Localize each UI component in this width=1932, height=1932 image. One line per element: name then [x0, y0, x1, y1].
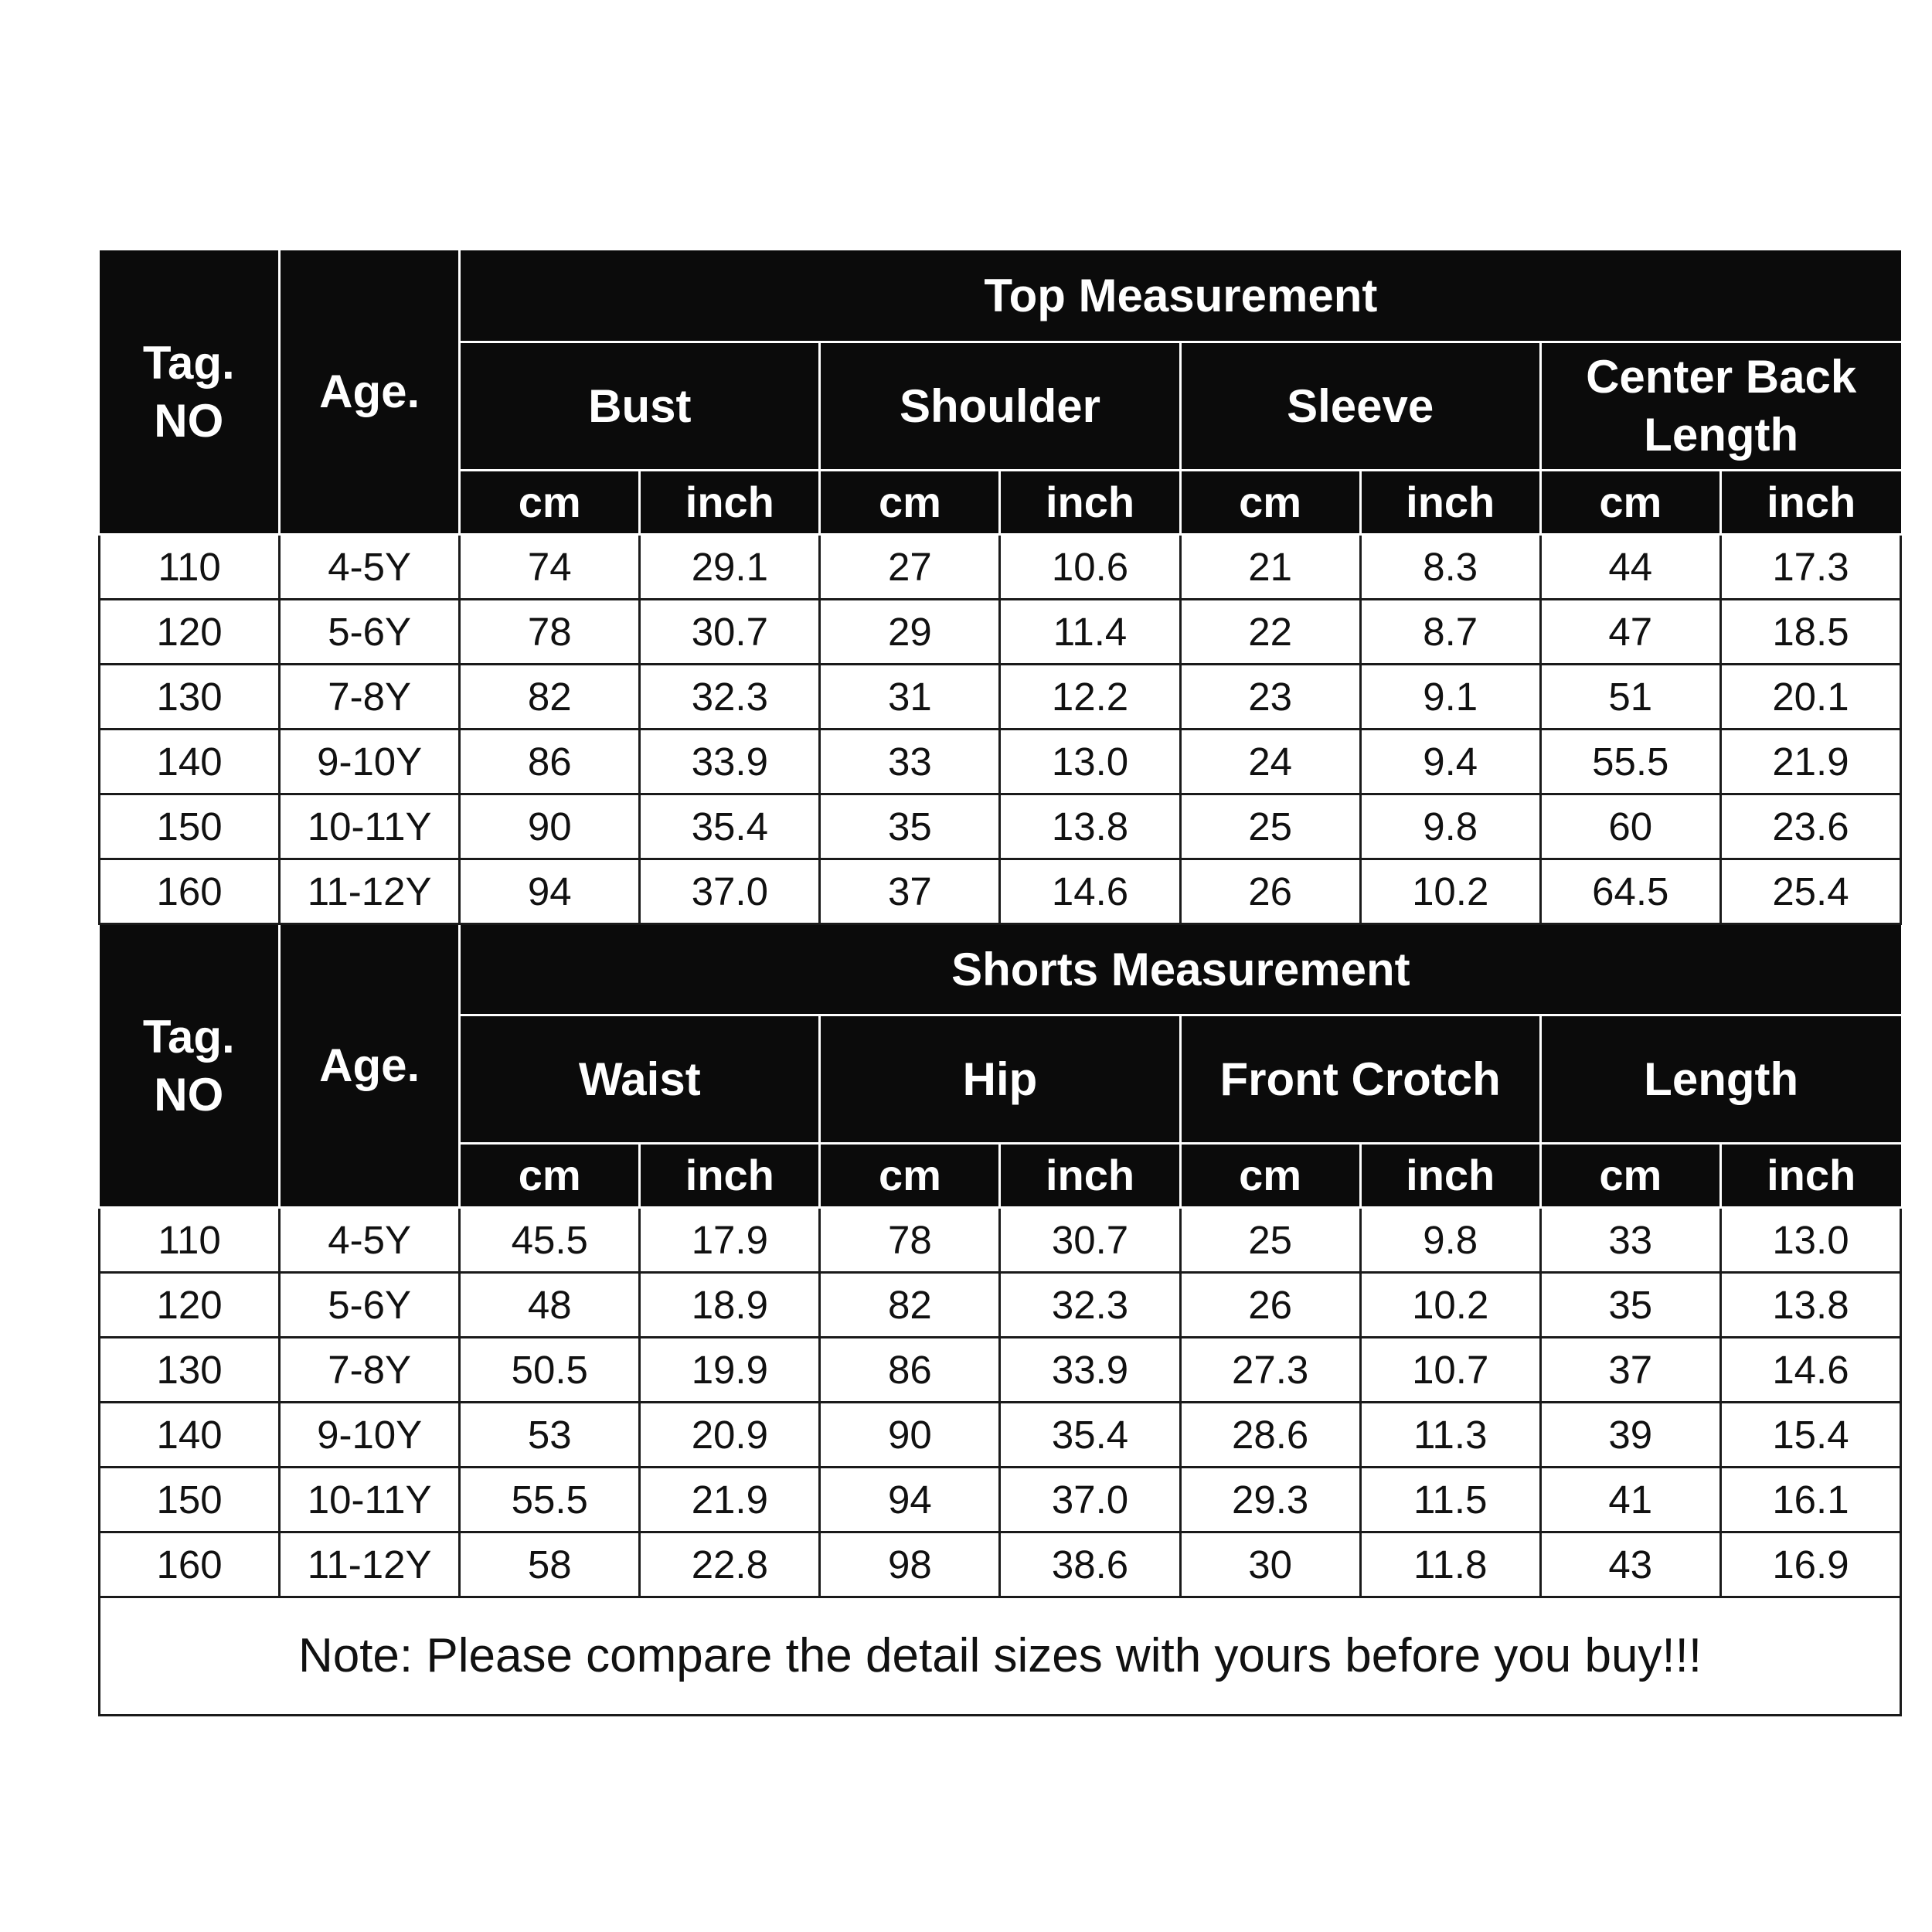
value-cell: 37: [1540, 1337, 1720, 1402]
value-cell: 30.7: [640, 599, 820, 664]
unit-header-cm: cm: [460, 1143, 640, 1207]
group-header-line: Waist: [578, 1053, 701, 1105]
age-header: [280, 923, 460, 1207]
value-cell: 43: [1540, 1532, 1720, 1597]
age-cell: 4-5Y: [280, 534, 460, 599]
unit-header-inch: inch: [1360, 470, 1540, 534]
value-cell: 26: [1180, 859, 1360, 923]
value-cell: 13.0: [1720, 1207, 1900, 1272]
value-cell: 11.8: [1360, 1532, 1540, 1597]
value-cell: 33: [820, 729, 1000, 794]
value-cell: 94: [460, 859, 640, 923]
value-cell: 25.4: [1720, 859, 1900, 923]
unit-header-inch: inch: [1720, 1143, 1900, 1207]
value-cell: 24: [1180, 729, 1360, 794]
value-cell: 90: [820, 1402, 1000, 1467]
group-header-line: Length: [1644, 1053, 1799, 1105]
group-header-front-crotch: [1180, 1015, 1540, 1143]
tag-no-header: [100, 923, 280, 1207]
value-cell: 10.7: [1360, 1337, 1540, 1402]
value-cell: 35.4: [640, 794, 820, 859]
group-header-hip: [820, 1015, 1180, 1143]
note-text: Note: Please compare the detail sizes with yours before you buy!!!: [100, 1597, 1901, 1715]
value-cell: 35: [1540, 1272, 1720, 1337]
tag-cell: 160: [100, 859, 280, 923]
value-cell: 47: [1540, 599, 1720, 664]
value-cell: 27.3: [1180, 1337, 1360, 1402]
unit-header-cm: cm: [1540, 1143, 1720, 1207]
value-cell: 90: [460, 794, 640, 859]
value-cell: 55.5: [460, 1467, 640, 1532]
tag-no-header-line: NO: [154, 394, 224, 447]
unit-header-inch: inch: [640, 470, 820, 534]
value-cell: 9.8: [1360, 794, 1540, 859]
value-cell: 60: [1540, 794, 1720, 859]
group-header-line: Hip: [962, 1053, 1038, 1105]
age-cell: 11-12Y: [280, 859, 460, 923]
value-cell: 29: [820, 599, 1000, 664]
value-cell: 32.3: [1000, 1272, 1180, 1337]
group-header-bust: [460, 342, 820, 470]
group-header-waist: [460, 1015, 820, 1143]
value-cell: 12.2: [1000, 664, 1180, 729]
value-cell: 44: [1540, 534, 1720, 599]
tag-cell: 160: [100, 1532, 280, 1597]
age-header-label: Age.: [319, 366, 420, 418]
value-cell: 82: [820, 1272, 1000, 1337]
unit-header-inch: inch: [1000, 470, 1180, 534]
value-cell: 78: [820, 1207, 1000, 1272]
tag-cell: 120: [100, 1272, 280, 1337]
value-cell: 22: [1180, 599, 1360, 664]
value-cell: 28.6: [1180, 1402, 1360, 1467]
value-cell: 21: [1180, 534, 1360, 599]
age-cell: 5-6Y: [280, 599, 460, 664]
value-cell: 8.3: [1360, 534, 1540, 599]
value-cell: 23.6: [1720, 794, 1900, 859]
age-cell: 10-11Y: [280, 1467, 460, 1532]
value-cell: 45.5: [460, 1207, 640, 1272]
value-cell: 32.3: [640, 664, 820, 729]
age-cell: 7-8Y: [280, 1337, 460, 1402]
table-row: [100, 1207, 1901, 1272]
group-header-sleeve: [1180, 342, 1540, 470]
size-chart: [98, 250, 1902, 1716]
tag-cell: 120: [100, 599, 280, 664]
value-cell: 53: [460, 1402, 640, 1467]
age-header: [280, 250, 460, 534]
shorts-measurement-title: [460, 923, 1901, 1015]
group-header-line: Sleeve: [1287, 379, 1434, 432]
value-cell: 38.6: [1000, 1532, 1180, 1597]
value-cell: 86: [820, 1337, 1000, 1402]
tag-cell: 110: [100, 534, 280, 599]
top-measurement-title: [460, 250, 1901, 342]
unit-header-cm: cm: [1180, 470, 1360, 534]
age-cell: 4-5Y: [280, 1207, 460, 1272]
value-cell: 20.9: [640, 1402, 820, 1467]
value-cell: 78: [460, 599, 640, 664]
value-cell: 82: [460, 664, 640, 729]
value-cell: 31: [820, 664, 1000, 729]
value-cell: 18.5: [1720, 599, 1900, 664]
age-cell: 11-12Y: [280, 1532, 460, 1597]
value-cell: 17.9: [640, 1207, 820, 1272]
unit-header-inch: inch: [1720, 470, 1900, 534]
value-cell: 37.0: [1000, 1467, 1180, 1532]
top-measurement-header-row-title: [100, 250, 1901, 342]
group-header-line: Shoulder: [899, 379, 1100, 432]
value-cell: 9.4: [1360, 729, 1540, 794]
value-cell: 13.0: [1000, 729, 1180, 794]
group-header-line: Center Back: [1586, 351, 1857, 403]
value-cell: 15.4: [1720, 1402, 1900, 1467]
table-row: [100, 664, 1901, 729]
group-header-length: [1540, 1015, 1900, 1143]
table-row: [100, 794, 1901, 859]
value-cell: 11.4: [1000, 599, 1180, 664]
value-cell: 94: [820, 1467, 1000, 1532]
value-cell: 39: [1540, 1402, 1720, 1467]
unit-header-cm: cm: [460, 470, 640, 534]
value-cell: 98: [820, 1532, 1000, 1597]
table-row: [100, 1467, 1901, 1532]
value-cell: 14.6: [1000, 859, 1180, 923]
group-header-center-back-length: [1540, 342, 1900, 470]
value-cell: 29.1: [640, 534, 820, 599]
tag-cell: 150: [100, 794, 280, 859]
value-cell: 8.7: [1360, 599, 1540, 664]
value-cell: 18.9: [640, 1272, 820, 1337]
age-cell: 5-6Y: [280, 1272, 460, 1337]
table-row: [100, 729, 1901, 794]
value-cell: 48: [460, 1272, 640, 1337]
value-cell: 14.6: [1720, 1337, 1900, 1402]
note-row: [100, 1597, 1901, 1715]
value-cell: 16.1: [1720, 1467, 1900, 1532]
value-cell: 13.8: [1720, 1272, 1900, 1337]
table-row: [100, 859, 1901, 923]
value-cell: 30: [1180, 1532, 1360, 1597]
value-cell: 33.9: [1000, 1337, 1180, 1402]
unit-header-inch: inch: [1360, 1143, 1540, 1207]
table-row: [100, 1532, 1901, 1597]
age-cell: 7-8Y: [280, 664, 460, 729]
value-cell: 11.5: [1360, 1467, 1540, 1532]
tag-cell: 150: [100, 1467, 280, 1532]
size-chart-body: [100, 250, 1901, 1715]
value-cell: 55.5: [1540, 729, 1720, 794]
value-cell: 37: [820, 859, 1000, 923]
group-header-line: Front Crotch: [1219, 1053, 1501, 1105]
value-cell: 13.8: [1000, 794, 1180, 859]
value-cell: 33.9: [640, 729, 820, 794]
value-cell: 35: [820, 794, 1000, 859]
value-cell: 17.3: [1720, 534, 1900, 599]
value-cell: 21.9: [1720, 729, 1900, 794]
value-cell: 33: [1540, 1207, 1720, 1272]
age-header-label: Age.: [319, 1039, 420, 1091]
tag-no-header-line: Tag.: [142, 1010, 235, 1063]
table-row: [100, 599, 1901, 664]
tag-cell: 140: [100, 1402, 280, 1467]
value-cell: 27: [820, 534, 1000, 599]
age-cell: 9-10Y: [280, 729, 460, 794]
value-cell: 25: [1180, 1207, 1360, 1272]
value-cell: 51: [1540, 664, 1720, 729]
shorts-measurement-header-row-title: [100, 923, 1901, 1015]
value-cell: 22.8: [640, 1532, 820, 1597]
value-cell: 30.7: [1000, 1207, 1180, 1272]
section-title: Shorts Measurement: [951, 943, 1410, 995]
table-row: [100, 1402, 1901, 1467]
value-cell: 50.5: [460, 1337, 640, 1402]
unit-header-inch: inch: [640, 1143, 820, 1207]
unit-header-cm: cm: [820, 1143, 1000, 1207]
value-cell: 11.3: [1360, 1402, 1540, 1467]
table-row: [100, 534, 1901, 599]
value-cell: 74: [460, 534, 640, 599]
tag-no-header: [100, 250, 280, 534]
unit-header-inch: inch: [1000, 1143, 1180, 1207]
section-title: Top Measurement: [984, 269, 1378, 321]
value-cell: 25: [1180, 794, 1360, 859]
age-cell: 9-10Y: [280, 1402, 460, 1467]
value-cell: 41: [1540, 1467, 1720, 1532]
table-row: [100, 1337, 1901, 1402]
value-cell: 19.9: [640, 1337, 820, 1402]
unit-header-cm: cm: [1540, 470, 1720, 534]
value-cell: 10.2: [1360, 1272, 1540, 1337]
value-cell: 35.4: [1000, 1402, 1180, 1467]
unit-header-cm: cm: [820, 470, 1000, 534]
group-header-line: Bust: [588, 379, 692, 432]
value-cell: 37.0: [640, 859, 820, 923]
group-header-line: Length: [1644, 409, 1799, 461]
tag-cell: 140: [100, 729, 280, 794]
tag-cell: 110: [100, 1207, 280, 1272]
value-cell: 16.9: [1720, 1532, 1900, 1597]
value-cell: 29.3: [1180, 1467, 1360, 1532]
age-cell: 10-11Y: [280, 794, 460, 859]
table-row: [100, 1272, 1901, 1337]
value-cell: 86: [460, 729, 640, 794]
value-cell: 20.1: [1720, 664, 1900, 729]
group-header-shoulder: [820, 342, 1180, 470]
value-cell: 23: [1180, 664, 1360, 729]
tag-no-header-line: NO: [154, 1068, 224, 1121]
value-cell: 9.1: [1360, 664, 1540, 729]
tag-cell: 130: [100, 664, 280, 729]
tag-cell: 130: [100, 1337, 280, 1402]
value-cell: 58: [460, 1532, 640, 1597]
value-cell: 26: [1180, 1272, 1360, 1337]
value-cell: 10.2: [1360, 859, 1540, 923]
value-cell: 10.6: [1000, 534, 1180, 599]
tag-no-header-line: Tag.: [142, 336, 235, 389]
value-cell: 21.9: [640, 1467, 820, 1532]
value-cell: 9.8: [1360, 1207, 1540, 1272]
unit-header-cm: cm: [1180, 1143, 1360, 1207]
value-cell: 64.5: [1540, 859, 1720, 923]
